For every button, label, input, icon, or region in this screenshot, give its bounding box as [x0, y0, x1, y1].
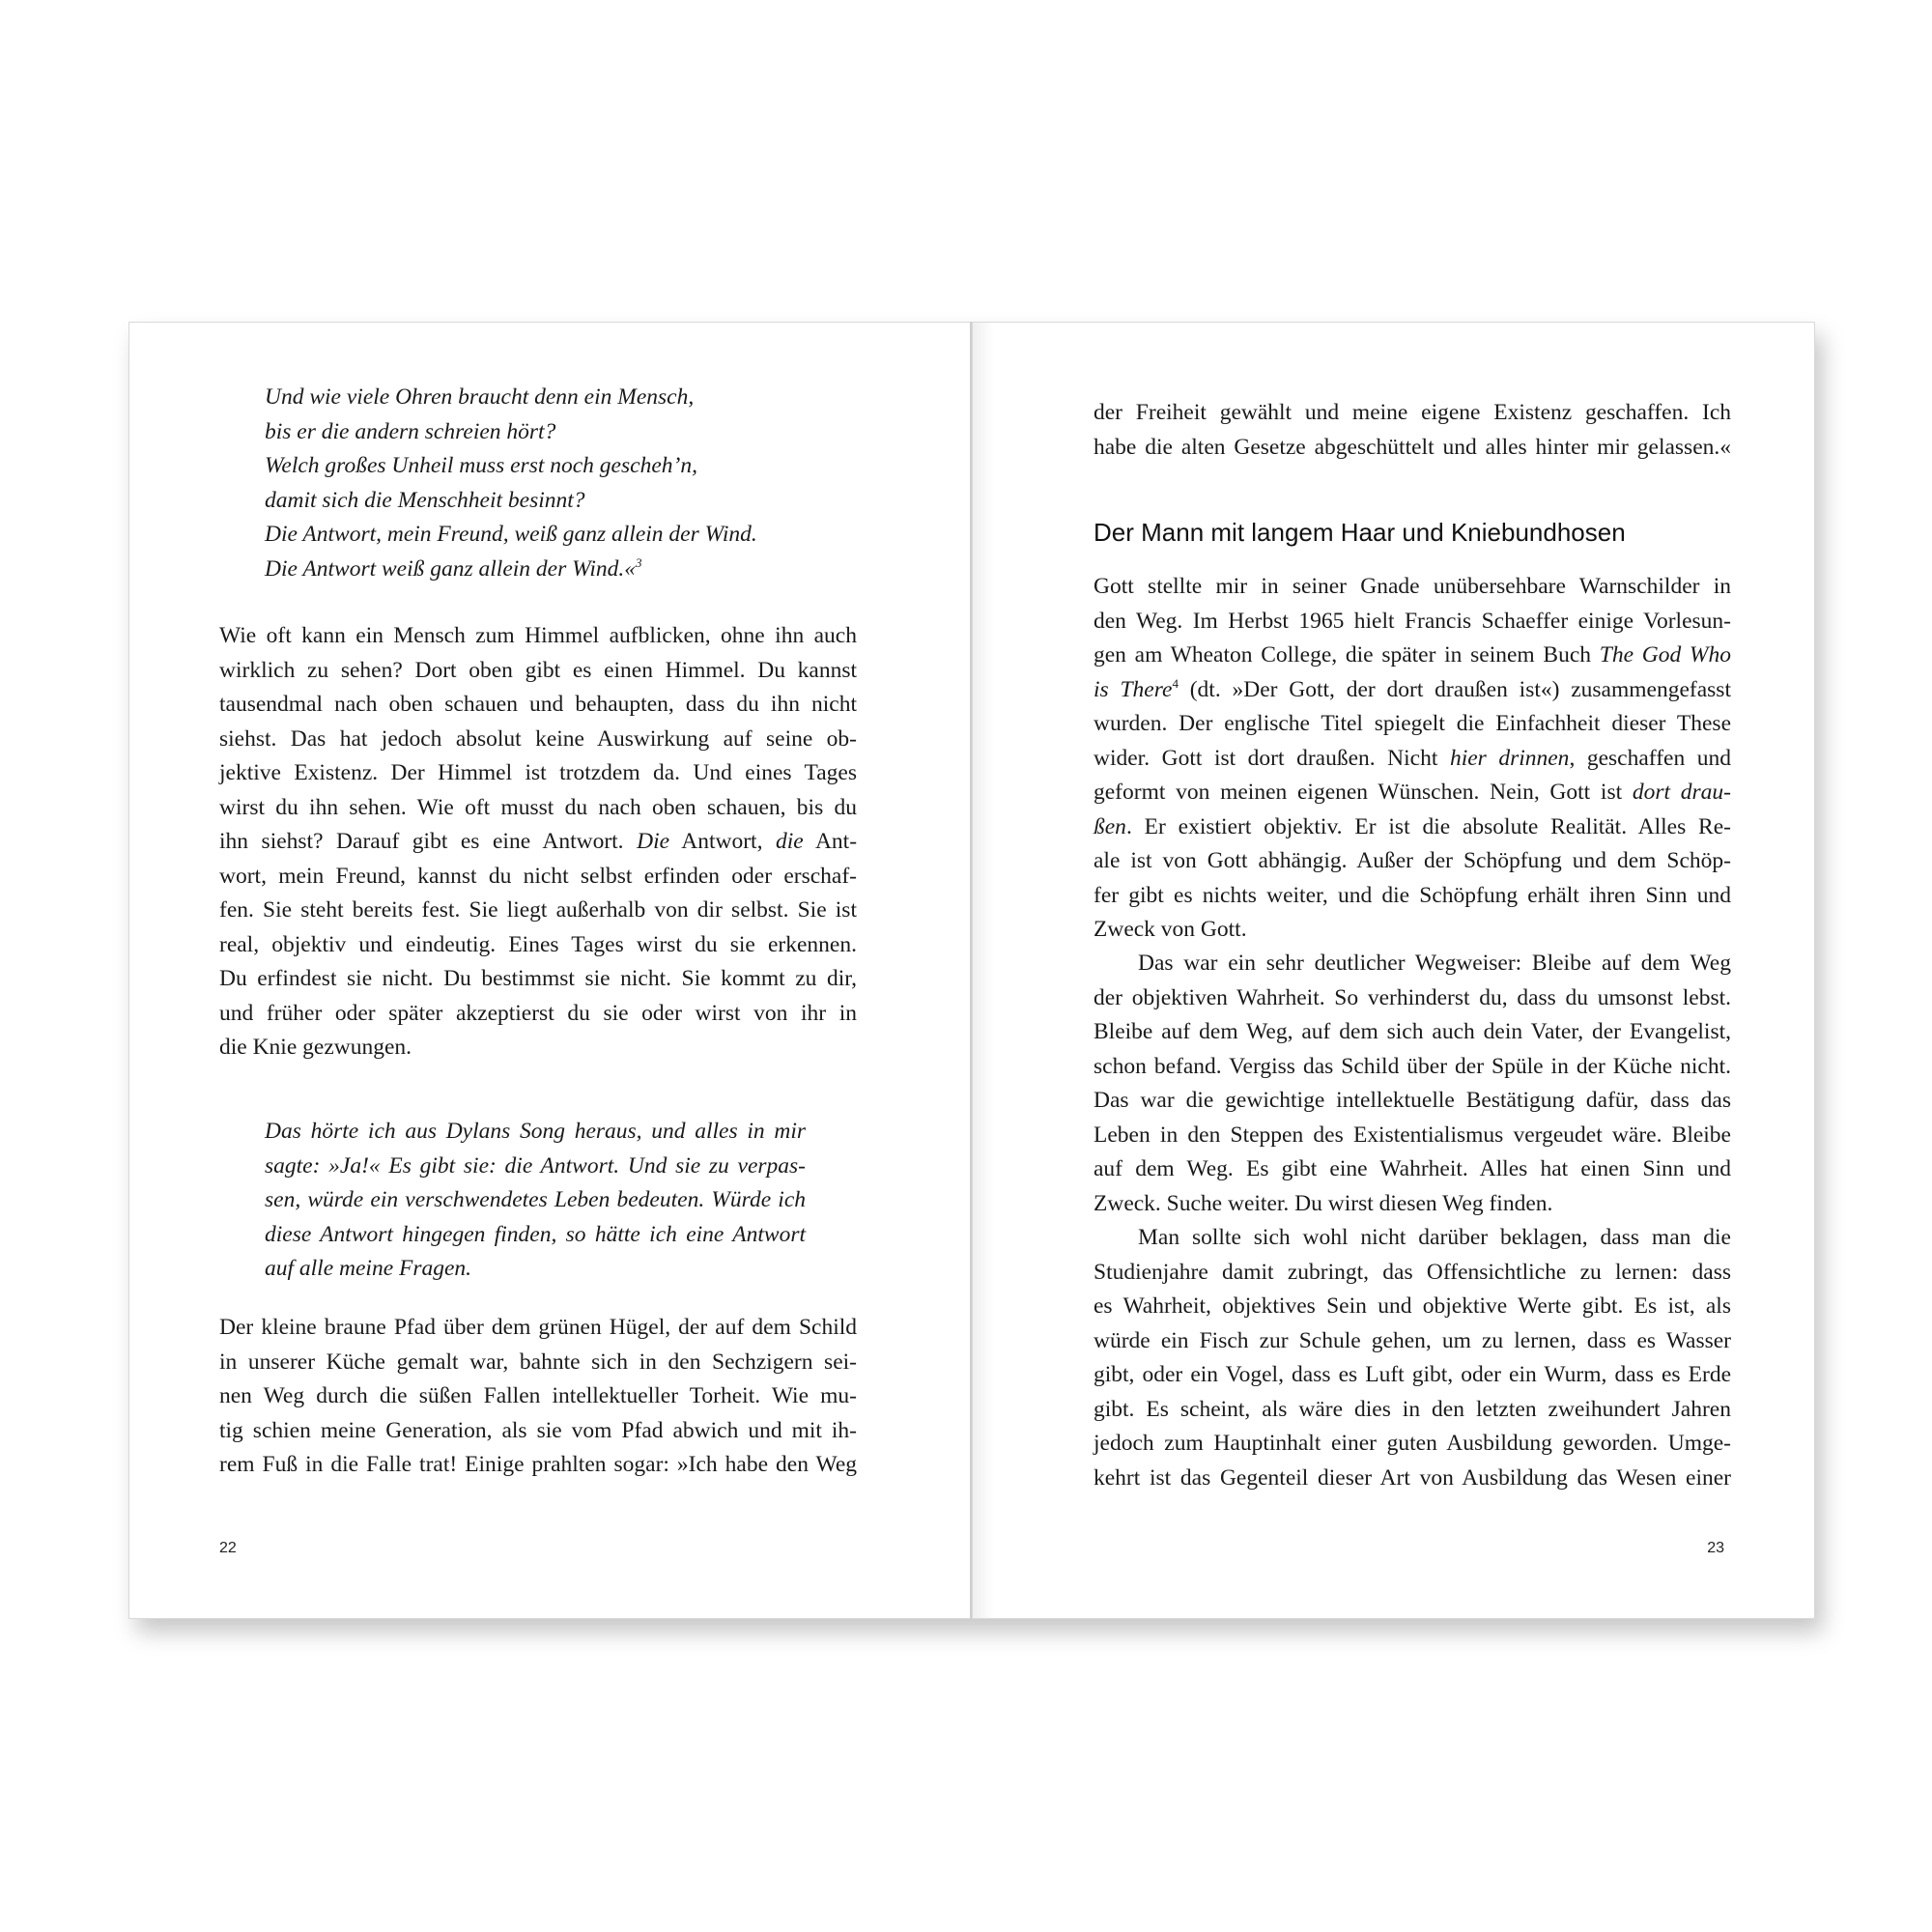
body-line: gibt. Es scheint, als wäre dies in den letzten zweihundert Jahren: [1094, 1396, 1731, 1422]
footnote-marker: 3: [636, 554, 642, 570]
body-line: die Knie gezwungen.: [219, 1035, 412, 1060]
body-line: Leben in den Steppen des Existentialismus vergeudet wäre. Bleibe: [1094, 1122, 1731, 1148]
body-text: Antwort,: [669, 829, 776, 854]
emphasis: Die: [637, 829, 670, 854]
body-line: nen Weg durch die süßen Fallen intellektueller Torheit. Wie mu-: [219, 1383, 857, 1408]
body-text: Ant-: [803, 829, 858, 854]
body-line: fer gibt es nichts weiter, und die Schöpfung erhält ihren Sinn und: [1094, 882, 1731, 908]
paragraph-2: [219, 1311, 857, 1483]
verse-line: damit sich die Menschheit besinnt?: [265, 487, 585, 513]
body-line: Du erfindest sie nicht. Du bestimmst sie nicht. Sie kommt zu dir,: [219, 966, 857, 991]
body-text: gen am Wheaton College, die später in seinem Buch: [1094, 642, 1600, 668]
body-line: tig schien meine Generation, als sie vom Pfad abwich und mit ih-: [219, 1417, 857, 1443]
body-line: habe die alten Gesetze abgeschüttelt und alles hinter mir gelassen.«: [1094, 434, 1731, 460]
paragraph-1: [219, 619, 857, 1065]
body-line: würde ein Fisch zur Schule gehen, um zu lernen, dass es Wasser: [1094, 1327, 1731, 1353]
body-line: den Weg. Im Herbst 1965 hielt Francis Schaeffer einige Vorlesun-: [1094, 608, 1731, 634]
body-line: Wie oft kann ein Mensch zum Himmel aufblicken, ohne ihn auch: [219, 623, 857, 648]
quote-line: diese Antwort hingegen finden, so hätte ich eine Antwort: [265, 1221, 806, 1247]
body-line: Gott stellte mir in seiner Gnade unübersehbare Warnschilder in: [1094, 574, 1731, 599]
quote-line: auf alle meine Fragen.: [265, 1256, 472, 1281]
body-line: Zweck von Gott.: [1094, 917, 1247, 942]
book-spread: [128, 322, 1815, 1619]
page-number: 23: [1707, 1540, 1724, 1556]
quote-line: sagte: »Ja!« Es gibt sie: die Antwort. Und sie zu verpas-: [265, 1152, 806, 1179]
body-line: Der kleine braune Pfad über dem grünen Hügel, der auf dem Schild: [219, 1315, 857, 1340]
body-line: rem Fuß in die Falle trat! Einige prahlten sogar: »Ich habe den Weg: [219, 1452, 857, 1477]
body-line: schon befand. Vergiss das Schild über der Spüle in der Küche nicht.: [1094, 1053, 1731, 1079]
book-title: is There: [1094, 676, 1173, 702]
continued-text: [1094, 396, 1731, 465]
body-line: real, objektiv und eindeutig. Eines Tages wirst du sie erkennen.: [219, 931, 857, 957]
body-line: wirst du ihn sehen. Wie oft musst du nach oben schauen, bis du: [219, 794, 857, 820]
emphasis: ßen: [1094, 813, 1126, 839]
verse-line: Die Antwort, mein Freund, weiß ganz allein der Wind.: [265, 522, 757, 547]
body-line-mixed: [1094, 776, 1731, 810]
body-line: ale ist von Gott abhängig. Außer der Schöpfung und dem Schöp-: [1094, 848, 1731, 873]
body-line: wirklich zu sehen? Dort oben gibt es einen Himmel. Du kannst: [219, 657, 857, 683]
emphasis: hier drinnen: [1449, 745, 1570, 771]
verse-line-text: Die Antwort weiß ganz allein der Wind.«: [265, 555, 637, 582]
emphasis: die: [776, 829, 804, 854]
body-text: (dt. »Der Gott, der dort draußen ist«) zusammengefasst: [1178, 676, 1731, 702]
body-line: Studienjahre damit zubringt, das Offensichtliche zu lernen: dass: [1094, 1259, 1731, 1285]
body-line: der Freiheit gewählt und meine eigene Existenz geschaffen. Ich: [1094, 400, 1731, 425]
right-page: [972, 322, 1815, 1619]
body-line: auf dem Weg. Es gibt eine Wahrheit. Alles hat einen Sinn und: [1094, 1156, 1731, 1181]
body-text: , geschaffen und: [1569, 745, 1731, 771]
verse-line-last: [265, 553, 844, 587]
body-line-mixed: [219, 825, 857, 860]
left-page: [128, 322, 972, 1619]
body-text: wider. Gott ist dort draußen. Nicht: [1094, 745, 1450, 771]
body-line-mixed: [1094, 810, 1731, 845]
body-line: der objektiven Wahrheit. So verhinderst du, dass du umsonst lebst.: [1094, 984, 1731, 1010]
body-line: kehrt ist das Gegenteil dieser Art von Ausbildung das Wesen einer: [1094, 1464, 1731, 1491]
body-text: ihn siehst? Darauf gibt es eine Antwort.: [219, 829, 624, 854]
paragraph-1: [1094, 570, 1731, 948]
body-text: . Er existiert objektiv. Er ist die absolute Realität. Alles Re-: [1125, 813, 1731, 839]
paragraph-3: [1094, 1221, 1731, 1495]
body-line: jektive Existenz. Der Himmel ist trotzdem da. Und eines Tages: [219, 760, 857, 785]
body-line: Das war die gewichtige intellektuelle Bestätigung dafür, dass das: [1094, 1088, 1731, 1113]
body-line: fen. Sie steht bereits fest. Sie liegt außerhalb von dir selbst. Sie ist: [219, 897, 857, 923]
verse-line: Und wie viele Ohren braucht denn ein Mensch,: [265, 384, 695, 410]
body-line: es Wahrheit, objektives Sein und objektive Werte gibt. Es ist, als: [1094, 1293, 1731, 1319]
body-line: Zweck. Suche weiter. Du wirst diesen Weg finden.: [1094, 1190, 1553, 1216]
book-title: The God Who: [1599, 642, 1732, 668]
body-text: geformt von meinen eigenen Wünschen. Nein, Gott ist: [1094, 780, 1633, 805]
body-line: jedoch zum Hauptinhalt einer guten Ausbildung geworden. Umge-: [1094, 1431, 1731, 1456]
page-number: 22: [219, 1540, 237, 1556]
body-line-mixed: [1094, 742, 1731, 777]
body-line: Bleibe auf dem Weg, auf dem sich auch dein Vater, der Evangelist,: [1094, 1019, 1731, 1044]
song-verse: [265, 381, 844, 586]
body-line: wurden. Der englische Titel spiegelt die Einfachheit dieser These: [1094, 711, 1731, 736]
quote-line: sen, würde ein verschwendetes Leben bedeuten. Würde ich: [265, 1187, 806, 1212]
verse-line: Welch großes Unheil muss erst noch gescheh’n,: [265, 453, 697, 478]
body-line-mixed: [1094, 673, 1731, 708]
body-line: Das war ein sehr deutlicher Wegweiser: Bleibe auf dem Weg: [1138, 951, 1731, 976]
section-heading: Der Mann mit langem Haar und Kniebundhosen: [1094, 518, 1626, 547]
body-line: tausendmal nach oben schauen und behaupten, dass du ihn nicht: [219, 692, 857, 717]
paragraph-2: [1094, 947, 1731, 1221]
body-line: siehst. Das hat jedoch absolut keine Auswirkung auf seine ob-: [219, 725, 857, 752]
body-line-mixed: [1094, 639, 1731, 673]
quote-line: Das hörte ich aus Dylans Song heraus, und alles in mir: [265, 1119, 806, 1144]
footnote-marker: 4: [1172, 675, 1179, 691]
body-line: in unserer Küche gemalt war, bahnte sich in den Sechzigern sei-: [219, 1349, 857, 1375]
body-line: Man sollte sich wohl nicht darüber beklagen, dass man die: [1138, 1225, 1731, 1250]
emphasis: dort drau-: [1632, 780, 1731, 805]
block-quote: [219, 1115, 857, 1287]
body-line: wort, mein Freund, kannst du nicht selbst erfinden oder erschaf-: [219, 863, 857, 889]
body-line: und früher oder später akzeptierst du sie oder wirst von ihr in: [219, 1000, 857, 1026]
verse-line: bis er die andern schreien hört?: [265, 418, 556, 444]
body-line: gibt, oder ein Vogel, dass es Luft gibt, oder ein Wurm, dass es Erde: [1094, 1362, 1731, 1387]
